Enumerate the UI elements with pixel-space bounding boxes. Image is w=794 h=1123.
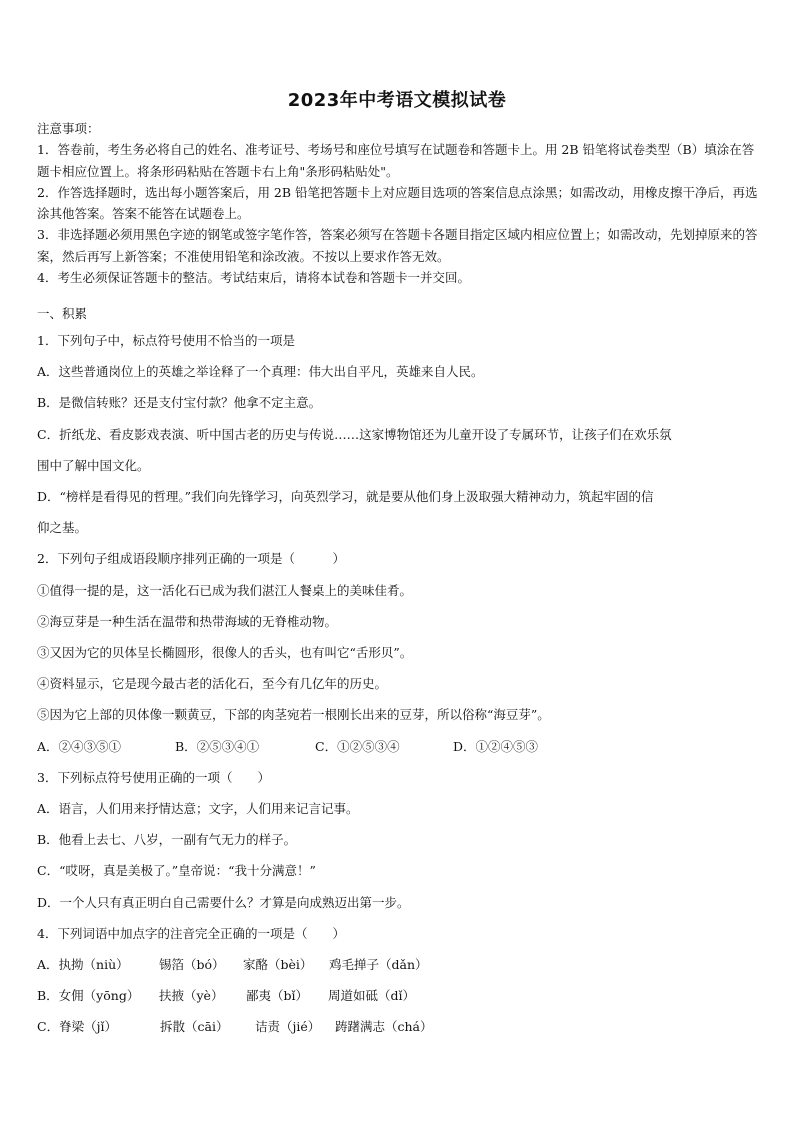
answer-option: B．他看上去七、八岁，一副有气无力的样子。 [37, 832, 297, 847]
answer-option: A．语言，人们用来抒情达意；文字，人们用来记言记事。 [37, 801, 359, 816]
notice-item: 4．考生必须保证答题卡的整洁。考试结束后，请将本试卷和答题卡一并交回。 [37, 270, 470, 286]
answer-option: B．是微信转账？还是支付宝付款？他拿不定主意。 [37, 395, 322, 410]
sentence-item: ⑤因为它上部的贝体像一颗黄豆，下部的肉茎宛若一根刚长出来的豆芽，所以俗称“海豆芽”。 [37, 707, 550, 722]
answer-option: A．②④③⑤① [37, 739, 122, 754]
section-heading: 一、积累 [37, 306, 88, 321]
options-row [37, 1017, 433, 1037]
pinyin-item: 扶掖（yè） [159, 988, 224, 1003]
pinyin-item: 诘责（jié） [255, 1019, 321, 1034]
question-stem: 3．下列标点符号使用正确的一项（ ） [37, 770, 270, 785]
pinyin-item: 家酪（bèi） [243, 957, 313, 972]
question-stem: 4．下列词语中加点字的注音完全正确的一项是（ ） [37, 926, 345, 941]
pinyin-item: 锡箔（bó） [159, 957, 225, 972]
pinyin-item: C．脊梁（jǐ） [37, 1019, 117, 1034]
answer-option: C．折纸龙、看皮影戏表演、听中国古老的历史与传说……这家博物馆还为儿童开设了专属环节，让孩子们在欢乐氛 [37, 427, 672, 442]
notice-heading: 注意事项： [37, 121, 100, 136]
pinyin-item: B．女佣（yōng） [37, 988, 140, 1003]
answer-option-continued: 围中了解中国文化。 [37, 458, 150, 473]
answer-option: C．“哎呀，真是美极了。”皇帝说：“我十分满意！” [37, 863, 316, 878]
notice-block [37, 118, 759, 288]
options-row [37, 737, 538, 757]
options-row [37, 986, 415, 1006]
pinyin-item: A．执拗（niù） [37, 957, 129, 972]
answer-option-continued: 仰之基。 [37, 520, 88, 535]
sentence-item: ①值得一提的是，这一活化石已成为我们湛江人餐桌上的美味佳肴。 [37, 583, 413, 598]
options-row [37, 955, 428, 975]
sentence-item: ③又因为它的贝体呈长椭圆形，很像人的舌头，也有叫它“舌形贝”。 [37, 645, 413, 660]
notice-item: 2．作答选择题时，选出每小题答案后，用 2B 铅笔把答题卡上对应题目选项的答案信息点涂黑；如需改动，用橡皮擦干净后，再选涂其他答案。答案不能答在试题卷上。 [37, 184, 758, 222]
answer-option: D．一个人只有真正明白自己需要什么？才算是向成熟迈出第一步。 [37, 895, 410, 910]
page-title: 2023年中考语文模拟试卷 [287, 90, 507, 111]
pinyin-item: 鸡毛掸子（dǎn） [329, 957, 428, 972]
pinyin-item: 踌躇满志（chá） [335, 1019, 433, 1034]
answer-option: D．①②④⑤③ [453, 739, 539, 754]
pinyin-item: 周道如砥（dǐ） [328, 988, 415, 1003]
question-stem: 2．下列句子组成语段顺序排列正确的一项是（ ） [37, 551, 345, 566]
notice-item: 3．非选择题必须用黑色字迹的钢笔或签字笔作答，答案必须写在答题卡各题目指定区域内相应位置上；如需改动，先划掉原来的答案，然后再写上新答案；不准使用铅笔和涂改液。不按以上要求作答无效。 [37, 227, 758, 264]
sentence-item: ④资料显示，它是现今最古老的活化石，至今有几亿年的历史。 [37, 676, 388, 691]
notice-item: 1．答卷前，考生务必将自己的姓名、准考证号、考场号和座位号填写在试题卷和答题卡上。用 2B 铅笔将试卷类型（B）填涂在答题卡相应位置上。将条形码粘贴在答题卡右上角"条形码粘贴处"。 [37, 142, 755, 179]
question-stem: 1．下列句子中，标点符号使用不恰当的一项是 [37, 333, 295, 348]
answer-option: D．“榜样是看得见的哲理。”我们向先锋学习，向英烈学习，就是要从他们身上汲取强大精神动力，筑起牢固的信 [37, 489, 654, 504]
answer-option: C．①②⑤③④ [315, 739, 400, 754]
answer-option: A．这些普通岗位上的英雄之举诠释了一个真理：伟大出自平凡，英雄来自人民。 [37, 364, 484, 379]
pinyin-item: 拆散（cāi） [160, 1019, 229, 1034]
sentence-item: ②海豆芽是一种生活在温带和热带海域的无脊椎动物。 [37, 614, 338, 629]
answer-option: B．②⑤③④① [175, 739, 260, 754]
pinyin-item: 鄙夷（bǐ） [246, 988, 308, 1003]
